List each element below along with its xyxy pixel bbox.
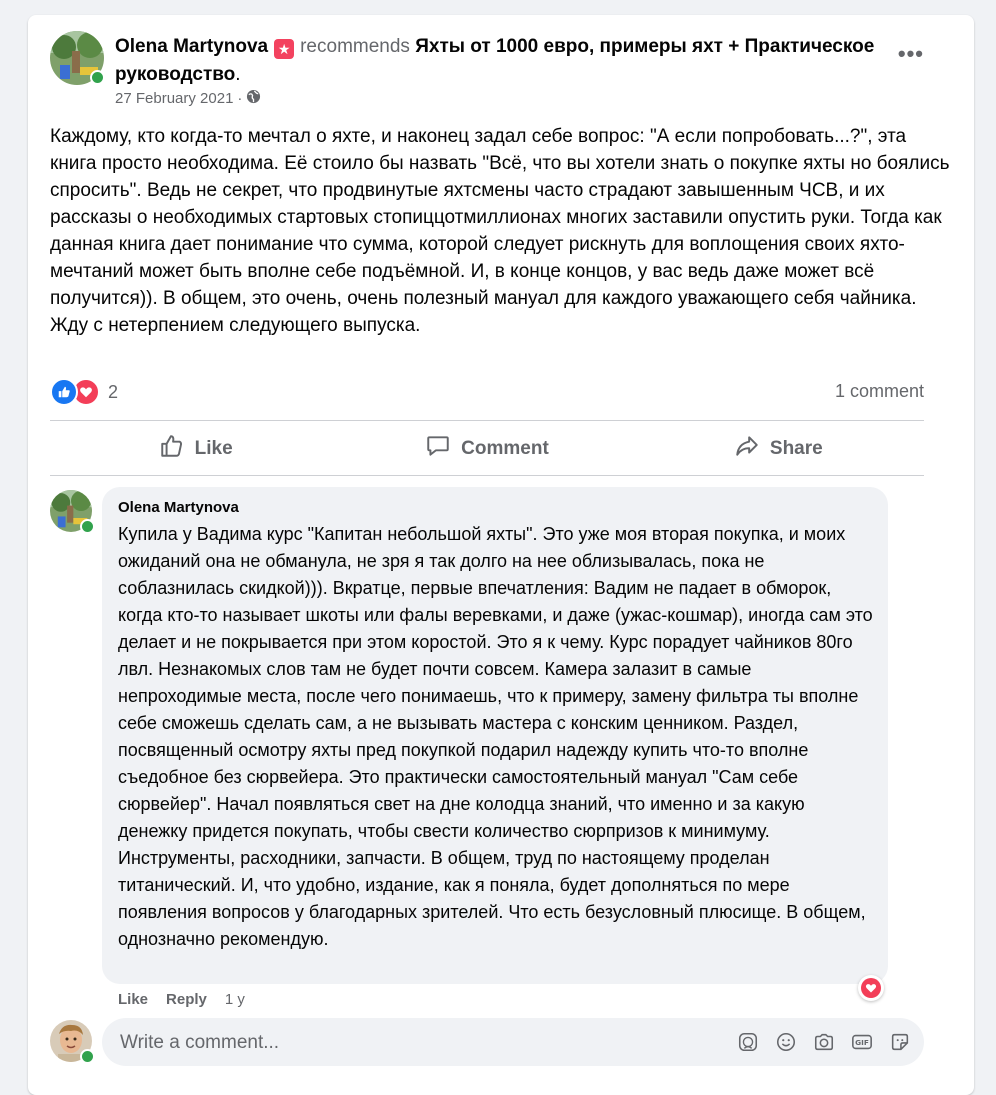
post-paragraph: Каждому, кто когда-то мечтал о яхте, и наконец задал себе вопрос: "А если попробовать...?", эта книга просто необходима. Её стоило бы назвать "Всё, что вы хотели знать о покупке яхты но боялись спросить". Ведь не секрет, что продвинутые яхтсмены часто страдают завышенным ЧСВ, и их рассказы о необходимых стартовых стопиццотмиллионах многих заставили опустить руки. Тогда как данная книга дает понимание что сумма, которой следует рискнуть для воплощения своих яхто-мечтаний может быть вполне себе подъёмной. И, в конце концов, у вас ведь даже может всё получится)). В общем, это очень, очень полезный мануал для каждого уважающего себя чайника. [50,126,950,309]
comment-like-link[interactable]: Like [118,991,149,1008]
sticker-icon[interactable] [888,1030,912,1054]
composer-tools [736,1030,912,1054]
share-icon [734,433,760,465]
comment-icon [425,433,451,465]
recommended-page-link[interactable]: Яхты от 1000 евро, примеры яхт + Практическое руководство [115,36,875,85]
emoji-icon[interactable] [774,1030,798,1054]
divider [50,420,924,421]
comment-bubble [102,487,888,984]
meta-separator: · [237,90,243,107]
comment-reply-link[interactable]: Reply [166,991,207,1008]
comment-text: Купила у Вадима курс "Капитан небольшой яхты". Это уже моя вторая покупка, и моих ожиданий она не обманула, не зря я так долго на нее облизывалась, пока не соблазнилась скидкой))). Вкратце, первые впечатления: Вадим не падает в обморок, когда кто-то называет шкоты или фалы веревками, и даже (ужас-кошмар), иногда сам это делает и не покрывается при этом коростой. Это я к чему. Курс порадует чайников 80го лвл. Незнакомых слов там не будет почти совсем. Камера залазит в самые непроходимые места, после чего понимаешь, что к примеру, замену фильтра ты вполне себе сможешь сделать сам, а не вызывать мастера с конским ценником. Раздел, посвященный осмотру яхты пред покупкой подарил надежду купить что-то вполне съедобное без сюрвейера. Это практически самостоятельный мануал "Сам себе сюрвейер". Начал появляться свет на дне колодца знаний, что именно и за какую денежку придется покупать, чтобы свести количество сюрпризов к минимуму. Инструменты, расходники, запчасти. В общем, труд по настоящему проделан титанический. И, что удобно, издание, как я поняла, будет дополняться по мере появления вопросов у благодарных зрителей. Что есть безусловный плюсище. В общем, однозначно рекомендую. [118,524,873,949]
online-status-dot [90,70,105,85]
post-actions [50,424,924,474]
online-status-dot [80,519,95,534]
reaction-count: 2 [108,381,119,402]
post-paragraph: Жду с нетерпением следующего выпуска. [50,315,421,336]
thumbs-up-icon [159,433,185,465]
post-body [50,123,950,339]
post-meta [115,89,261,108]
comment-author[interactable]: Olena Martynova [118,499,239,516]
comment-actions [118,991,245,1008]
like-reaction-icon [50,378,78,406]
comment-input[interactable] [118,1018,682,1068]
comment-age[interactable]: 1 y [224,991,245,1008]
divider [50,475,924,476]
recommends-verb: recommends [300,36,410,57]
share-button[interactable] [633,424,924,474]
globe-icon[interactable] [246,89,261,108]
post-date[interactable]: 27 February 2021 [115,90,234,107]
comment-button[interactable] [341,424,632,474]
more-options-icon[interactable]: ••• [897,41,924,66]
heart-icon [861,978,881,998]
gif-icon[interactable] [850,1030,874,1054]
comment-composer [102,1018,924,1066]
camera-icon[interactable] [812,1030,836,1054]
comment-count-link[interactable]: 1 comment [834,381,924,401]
avatar-sticker-icon[interactable] [736,1030,760,1054]
author-name[interactable]: Olena Martynova [115,36,269,57]
recommend-icon: ★ [274,39,294,59]
post-card [28,15,974,1095]
reactions-summary[interactable] [50,378,118,406]
comment-reaction-badge[interactable] [858,975,884,1001]
like-label: Like [194,438,233,459]
header-punct: . [235,64,241,85]
share-label: Share [769,438,823,459]
online-status-dot [80,1049,95,1064]
post-header [115,33,875,89]
svg-text:GIF: GIF [855,1038,869,1048]
comment-label: Comment [461,438,549,459]
like-button[interactable] [50,424,341,474]
